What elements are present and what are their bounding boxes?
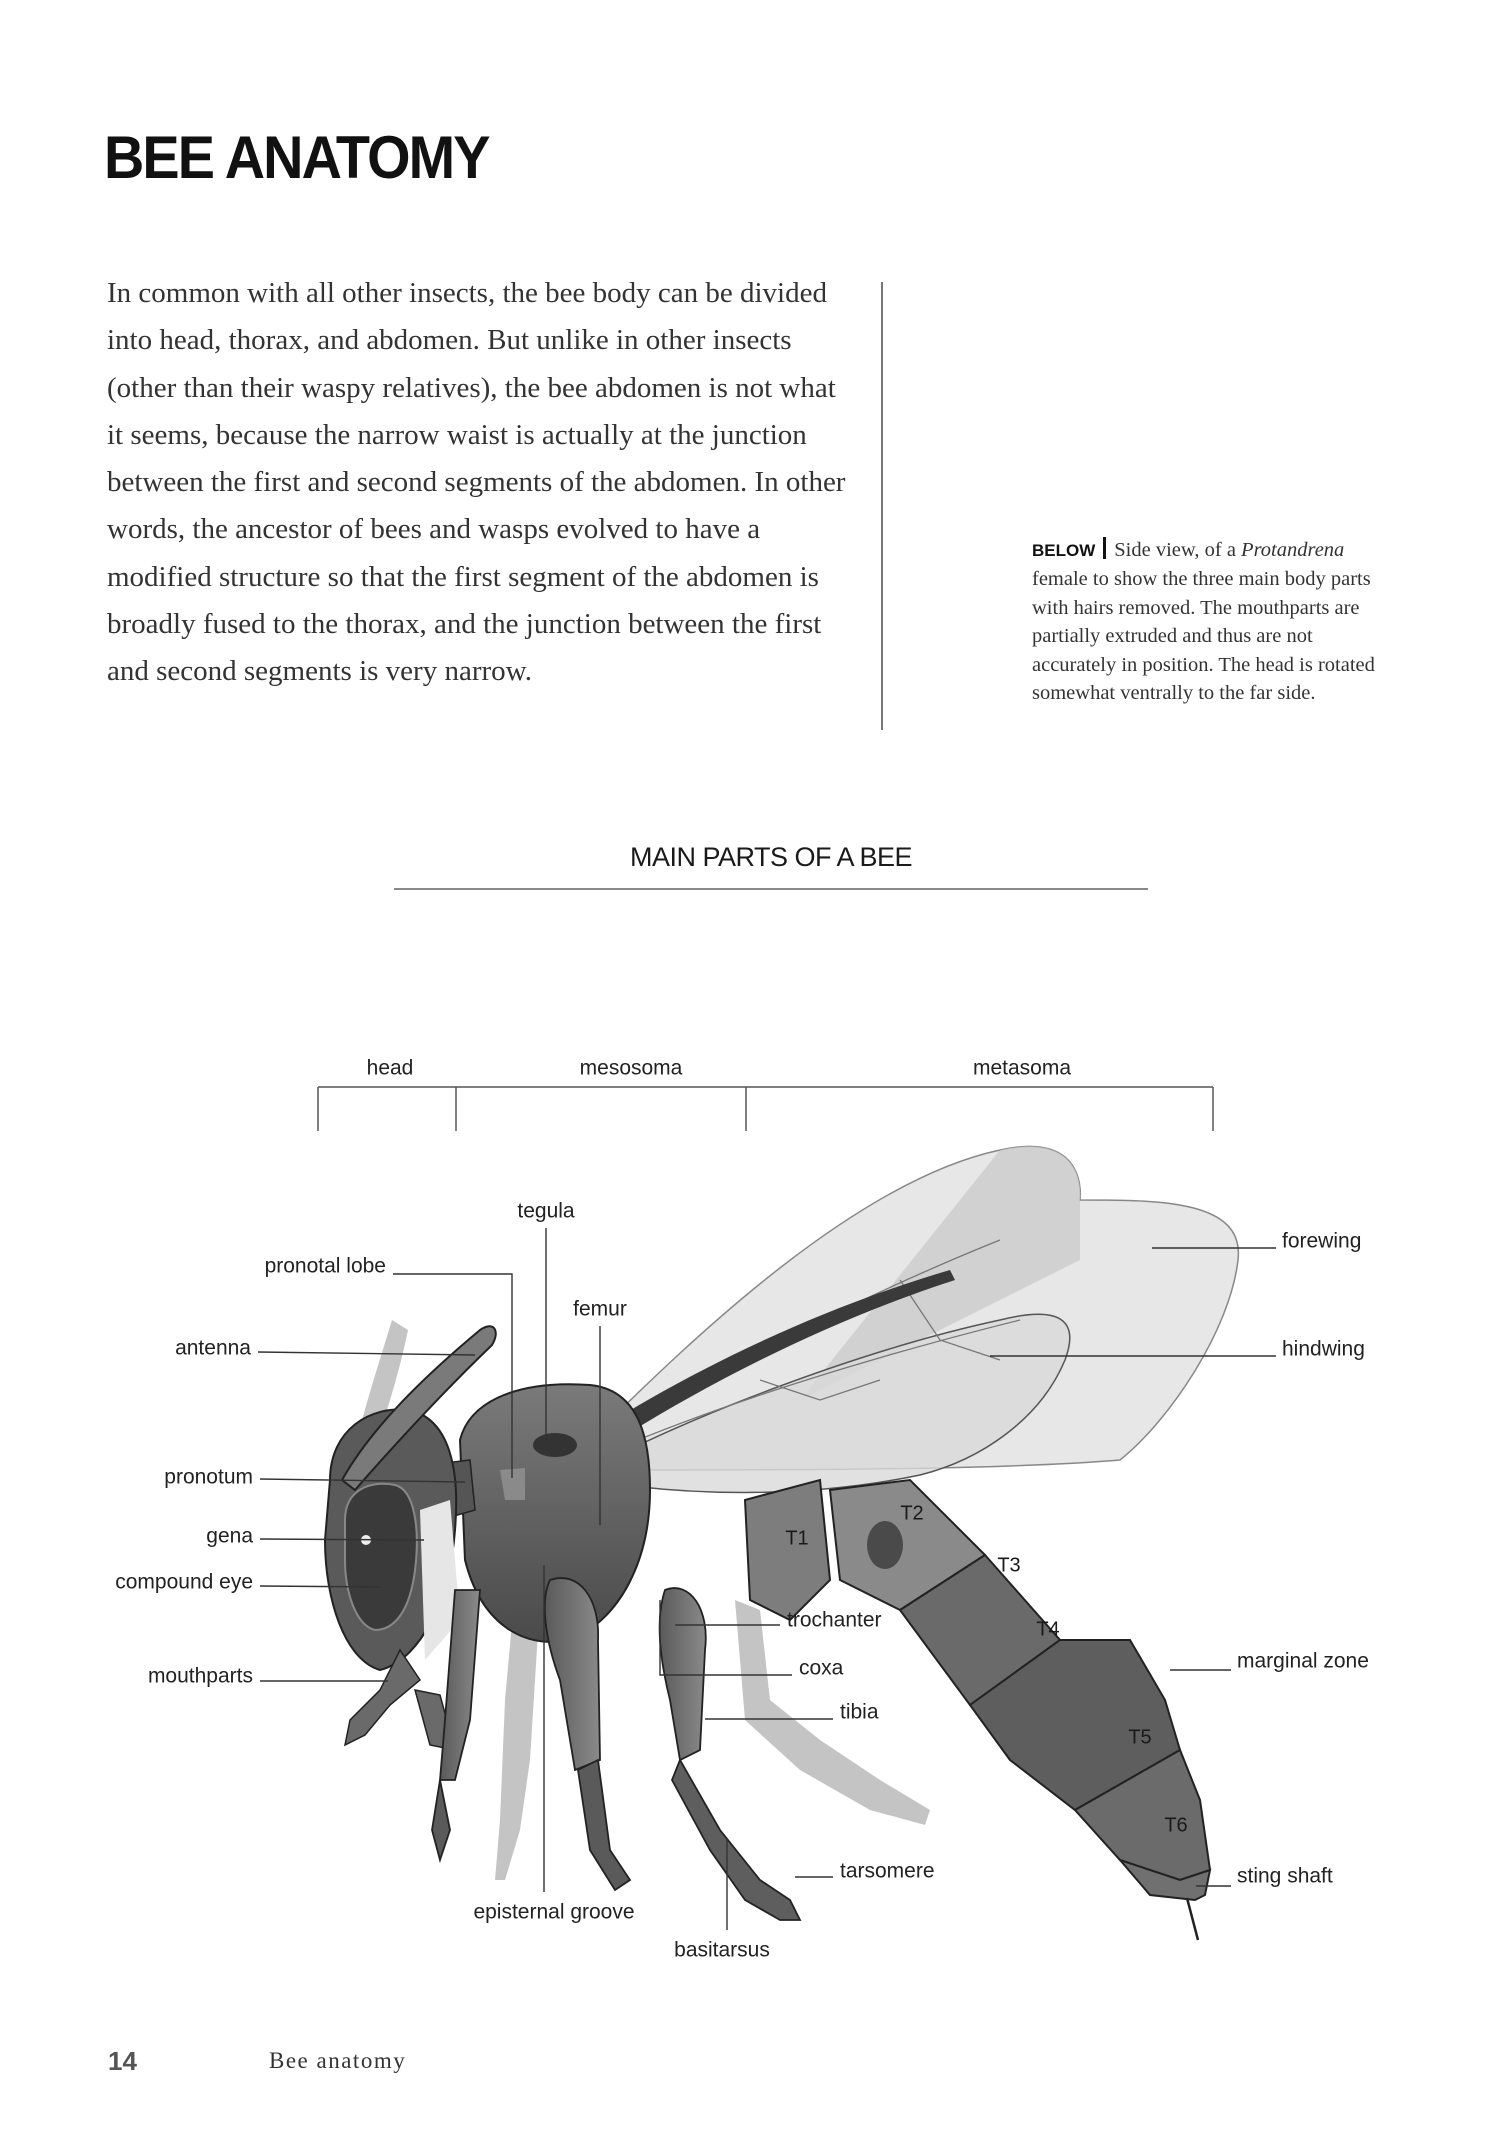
label-tibia: tibia <box>840 1700 879 1724</box>
label-coxa: coxa <box>799 1656 844 1680</box>
label-episternal-groove: episternal groove <box>473 1900 635 1924</box>
midleg-tarsus <box>578 1760 630 1890</box>
label-tarsomere: tarsomere <box>840 1859 935 1883</box>
far-hindleg <box>735 1600 930 1825</box>
intro-text: In common with all other insects, the bee body can be divided into head, thorax, and abdomen. But unlike in other insects (other than their waspy relatives), the bee abdomen is not what it seems, because the narrow waist is actually at the junction between the first and second segments of the abdomen. In other words, the ancestor of bees and wasps evolved to have a modified structure so that the first segment of the abdomen is broadly fused to the thorax, and the junction between the first and second segments is very narrow. <box>107 277 846 688</box>
figure-title: MAIN PARTS OF A BEE <box>629 842 913 872</box>
label-t2: T2 <box>900 1502 924 1525</box>
hindleg-tarsus <box>672 1760 800 1920</box>
foreleg-tarsus <box>432 1780 450 1860</box>
caption-lead: BELOW <box>1032 541 1096 560</box>
label-forewing: forewing <box>1282 1229 1362 1253</box>
label-basitarsus: basitarsus <box>674 1938 770 1962</box>
t2-spot <box>867 1521 903 1569</box>
page-title: BEE ANATOMY <box>104 124 489 191</box>
midleg <box>545 1578 600 1770</box>
region-label-mesosoma: mesosoma <box>579 1056 683 1080</box>
sting <box>1187 1898 1198 1940</box>
label-marginal-zone: marginal zone <box>1237 1649 1369 1673</box>
label-t1: T1 <box>785 1527 809 1550</box>
label-t3: T3 <box>997 1554 1021 1577</box>
hindleg <box>660 1588 706 1760</box>
label-trochanter: trochanter <box>787 1608 882 1632</box>
running-title: Bee anatomy <box>269 2048 407 2073</box>
label-compound-eye: compound eye <box>115 1570 253 1594</box>
region-label-head: head <box>366 1056 414 1080</box>
region-label-metasoma: metasoma <box>972 1056 1072 1080</box>
label-t5: T5 <box>1128 1726 1152 1749</box>
label-antenna: antenna <box>175 1336 251 1360</box>
tegula-shape <box>533 1433 577 1457</box>
caption-species: Protandrena <box>1241 539 1345 561</box>
caption-text-1: Side view, of a <box>1114 539 1242 561</box>
label-sting-shaft: sting shaft <box>1237 1864 1333 1888</box>
label-pronotal-lobe: pronotal lobe <box>264 1254 386 1278</box>
region-bracket <box>318 1087 1213 1131</box>
label-gena: gena <box>206 1524 253 1548</box>
label-t4: T4 <box>1036 1618 1060 1641</box>
label-pronotum: pronotum <box>164 1465 253 1489</box>
label-tegula: tegula <box>517 1199 575 1223</box>
caption-text-2: female to show the three main body parts with hairs removed. The mouthparts are partially extruded and thus are not accurately in position. The head is rotated somewhat ventrally to the far side. <box>1032 568 1375 705</box>
label-hindwing: hindwing <box>1282 1337 1365 1361</box>
label-t6: T6 <box>1164 1814 1188 1837</box>
label-femur: femur <box>573 1297 627 1321</box>
abdomen <box>745 1480 1210 1900</box>
page-number: 14 <box>108 2046 137 2076</box>
label-mouthparts: mouthparts <box>147 1664 253 1688</box>
